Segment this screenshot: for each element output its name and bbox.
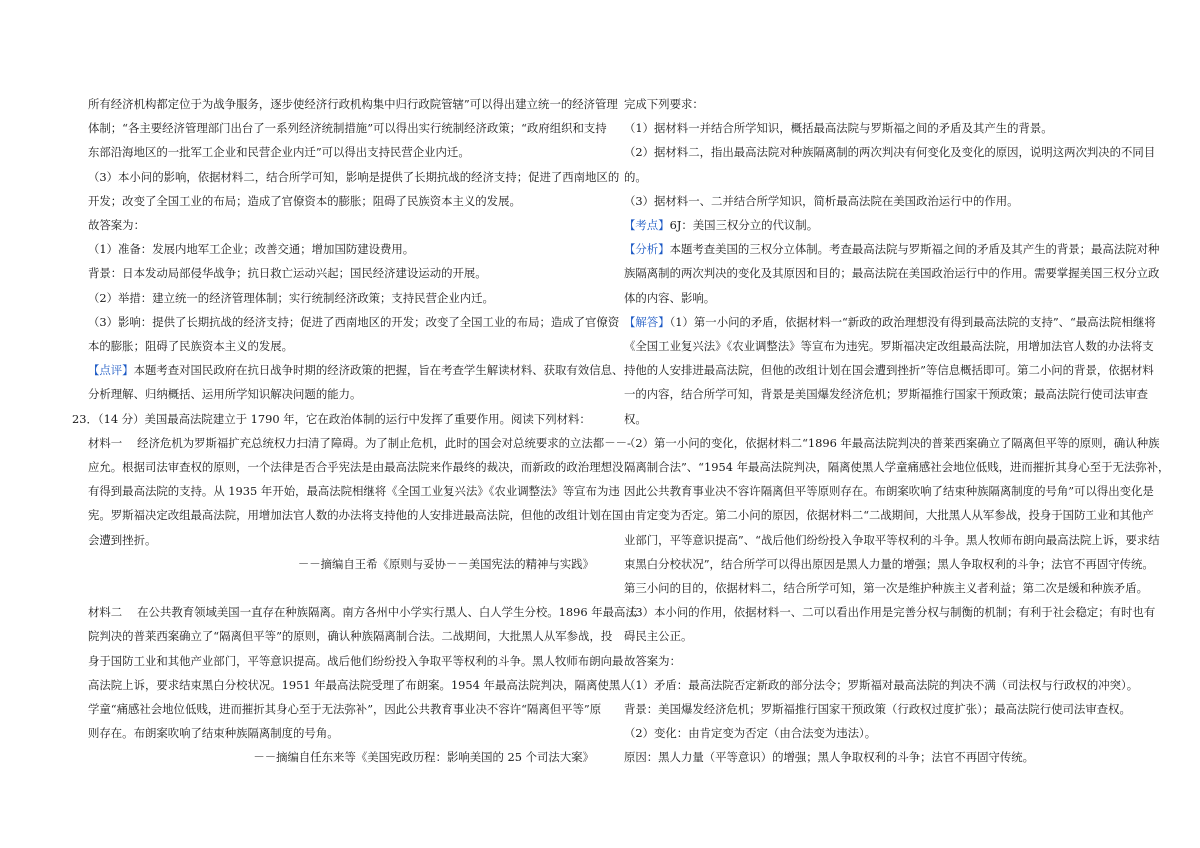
left-column [72,92,637,770]
text-line: 的。 [624,169,647,184]
text-line: （2）举措：建立统一的经济管理体制；实行统制经济政策；支持民营企业内迁。 [88,290,494,305]
text-line: 背景：美国爆发经济危机；罗斯福推行国家干预政策（行政权过度扩张）；最高法院行使司法审查权。 [624,702,1131,717]
text-line: 身于国防工业和其他产业部门，平等意识提高。战后他们纷纷投入争取平等权利的斗争。黑人牧师布朗向最 [88,653,624,668]
text-line: 故答案为： [88,218,145,233]
text-line: 则存在。布朗案吹响了结束种族隔离制度的号角。 [88,726,339,741]
text-line: 分析理解、归纳概括、运用所学知识解决问题的能力。 [88,387,362,402]
text-line: 院判决的普莱西案确立了“隔离但平等”的原则，确认种族隔离制合法。二战期间，大批黑人从军参战，投 [88,629,613,644]
text-line: 会遭到挫折。 [88,532,157,547]
text-line: 持他的人安排进最高法院，但他的改组计划在国会遭到挫折”等信息概括即可。第二小问的背景，依据材料 [624,363,1154,378]
text-line: 碍民主公正。 [624,629,693,644]
text-line: （3）本小问的作用，依据材料一、二可以看出作用是完善分权与制衡的机制；有利于社会稳定；有时也有 [624,605,1156,620]
text-line: 权。 [624,411,647,426]
text-line: （3）本小问的影响，依据材料二，结合所学可知，影响是提供了长期抗战的经济支持；促进了西南地区的 [88,169,620,184]
source-citation: －－摘编自王希《原则与妥协－－美国宪法的精神与实践》 [297,556,594,571]
text-line: 宪。罗斯福决定改组最高法院，用增加法官人数的办法将支持他的人安排进最高法院，但他的改组计划在国 [88,508,624,523]
text-line: 第三小问的目的，依据材料二，结合所学可知，第一次是维护种族主义者利益；第二次是缓和种族矛盾。 [624,581,1148,596]
right-column [624,92,1170,770]
text-line: 东部沿海地区的一批军工企业和民营企业内迁”可以得出支持民营企业内迁。 [88,145,470,160]
topic-tag: 【考点】 [624,218,670,233]
answer-line [624,310,1156,334]
text-line: （3）影响：提供了长期抗战的经济支持；促进了西南地区的开发；改变了全国工业的布局；造成了官僚资 [88,314,620,329]
question-heading: 23．（14 分）美国最高法院建立于 1790 年，它在政治体制的运行中发挥了重要作用。阅读下列材料： [72,411,591,426]
comment-line [88,358,624,382]
topic-text: 6J：美国三权分立的代议制。 [669,218,819,233]
text-line: 应允。根据司法审查权的原则，一个法律是否合乎宪法是由最高法院来作最终的裁决，而新政的政治理想没 [88,460,624,475]
text-line: 业部门，平等意识提高”、“战后他们纷纷投入争取平等权利的斗争。黑人牧师布朗向最高法院上诉，要求结 [624,532,1160,547]
comment-text: 本题考查对国民政府在抗日战争时期的经济政策的把握，旨在考查学生解读材料、获取有效信息、 [133,363,624,378]
text-line: 有得到最高法院的支持。从 1935 年开始，最高法院相继将《全国工业复兴法》《农业调整法》等宣布为违 [88,484,620,499]
spacer [88,576,594,600]
text-line: （1）准备：发展内地军工企业；改善交通；增加国防建设费用。 [88,242,415,257]
topic-line [624,213,1124,237]
text-line: 完成下列要求： [624,97,704,111]
text-line: 高法院上诉，要求结束黑白分校状况。1951 年最高法院受理了布朗案。1954 年最高法院判决，隔离使黑人 [88,677,632,692]
text-line: 原因：黑人力量（平等意识）的增强；黑人争取权利的斗争；法官不再固守传统。 [624,750,1035,765]
text-line: 一的内容，结合所学可知，背景是美国爆发经济危机；罗斯福推行国家干预政策；最高法院行使司法审查 [624,387,1148,402]
text-line: （1）矛盾：最高法院否定新政的部分法令；罗斯福对最高法院的判决不满（司法权与行政权的冲突）。 [624,677,1139,692]
text-line: 故答案为： [624,653,681,668]
text-line: 由肯定变为否定。第二小问的原因，依据材料二“二战期间，大批黑人从军参战，投身于国防工业和其他产 [624,508,1154,523]
text-line: 族隔离制的两次判决的变化及其原因和目的；最高法院在美国政治运行中的作用。需要掌握美国三权分立政 [624,266,1160,281]
text-line: 学童“痛感社会地位低贱，进而摧折其身心至于无法弥补”，因此公共教育事业决不容许“隔离但平等”原 [88,702,602,717]
text-line: 体的内容、影响。 [624,290,716,305]
text-line: 开发；改变了全国工业的布局；造成了官僚资本的膨胀；阻碍了民族资本主义的发展。 [88,193,521,208]
text-line: （2）第一小问的变化，依据材料二“1896 年最高法院判决的普莱西案确立了隔离但平等的原则，确认种族 [624,435,1160,450]
text-line: 因此公共教育事业决不容许隔离但平等原则存在。布朗案吹响了结束种族隔离制度的号角”可以得出变化是 [624,484,1154,499]
analysis-tag: 【分析】 [624,242,670,257]
analysis-line [624,237,1160,261]
answer-tag: 【解答】 [624,314,670,329]
text-line: 隔离制合法”、“1954 年最高法院判决，隔离使黑人学童痛感社会地位低贱，进而摧折其身心至于无法弥补， [624,460,1170,475]
text-line: （1）据材料一并结合所学知识，概括最高法院与罗斯福之间的矛盾及其产生的背景。 [624,121,1053,136]
text-line: 所有经济机构都定位于为战争服务，逐步使经济行政机构集中归行政院管辖”可以得出建立统一的经济管理 [88,97,618,111]
answer-text: （1）第一小问的矛盾，依据材料一“新政的政治理想没有得到最高法院的支持”、“最高法院相继将 [669,314,1156,329]
text-line: （2）据材料二，指出最高法院对种族隔离制的两次判决有何变化及变化的原因，说明这两次判决的不同目 [624,145,1156,160]
text-line: 本的膨胀；阻碍了民族资本主义的发展。 [88,339,294,354]
analysis-text: 本题考查美国的三权分立体制。考查最高法院与罗斯福之间的矛盾及其产生的背景；最高法院对种 [669,242,1160,257]
text-line: （3）据材料一、二并结合所学知识，简析最高法院在美国政治运行中的作用。 [624,193,1019,208]
text-line: 《全国工业复兴法》《农业调整法》等宣布为违宪。罗斯福决定改组最高法院，用增加法官人数的办法将支 [624,339,1154,354]
comment-tag: 【点评】 [88,363,134,378]
text-line: 背景：日本发动局部侵华战争；抗日救亡运动兴起；国民经济建设运动的开展。 [88,266,487,281]
text-line: 束黑白分校状况”，结合所学可以得出原因是黑人力量的增强；黑人争取权利的斗争；法官不再固守传统。 [624,556,1154,571]
text-line: 材料二 在公共教育领域美国一直存在种族隔离。南方各州中小学实行黑人、白人学生分校。1896 年最高法 [88,605,637,620]
source-citation: －－摘编自任东来等《美国宪政历程：影响美国的 25 个司法大案》 [253,750,594,765]
text-line: 材料一 经济危机为罗斯福扩充总统权力扫清了障碍。为了制止危机，此时的国会对总统要求的立法都－－- [88,435,631,450]
text-line: （2）变化：由肯定变为否定（由合法变为违法）。 [624,726,877,741]
text-line: 体制；“各主要经济管理部门出台了一系列经济统制措施”可以得出实行统制经济政策；“政府组织和支持 [88,121,607,136]
